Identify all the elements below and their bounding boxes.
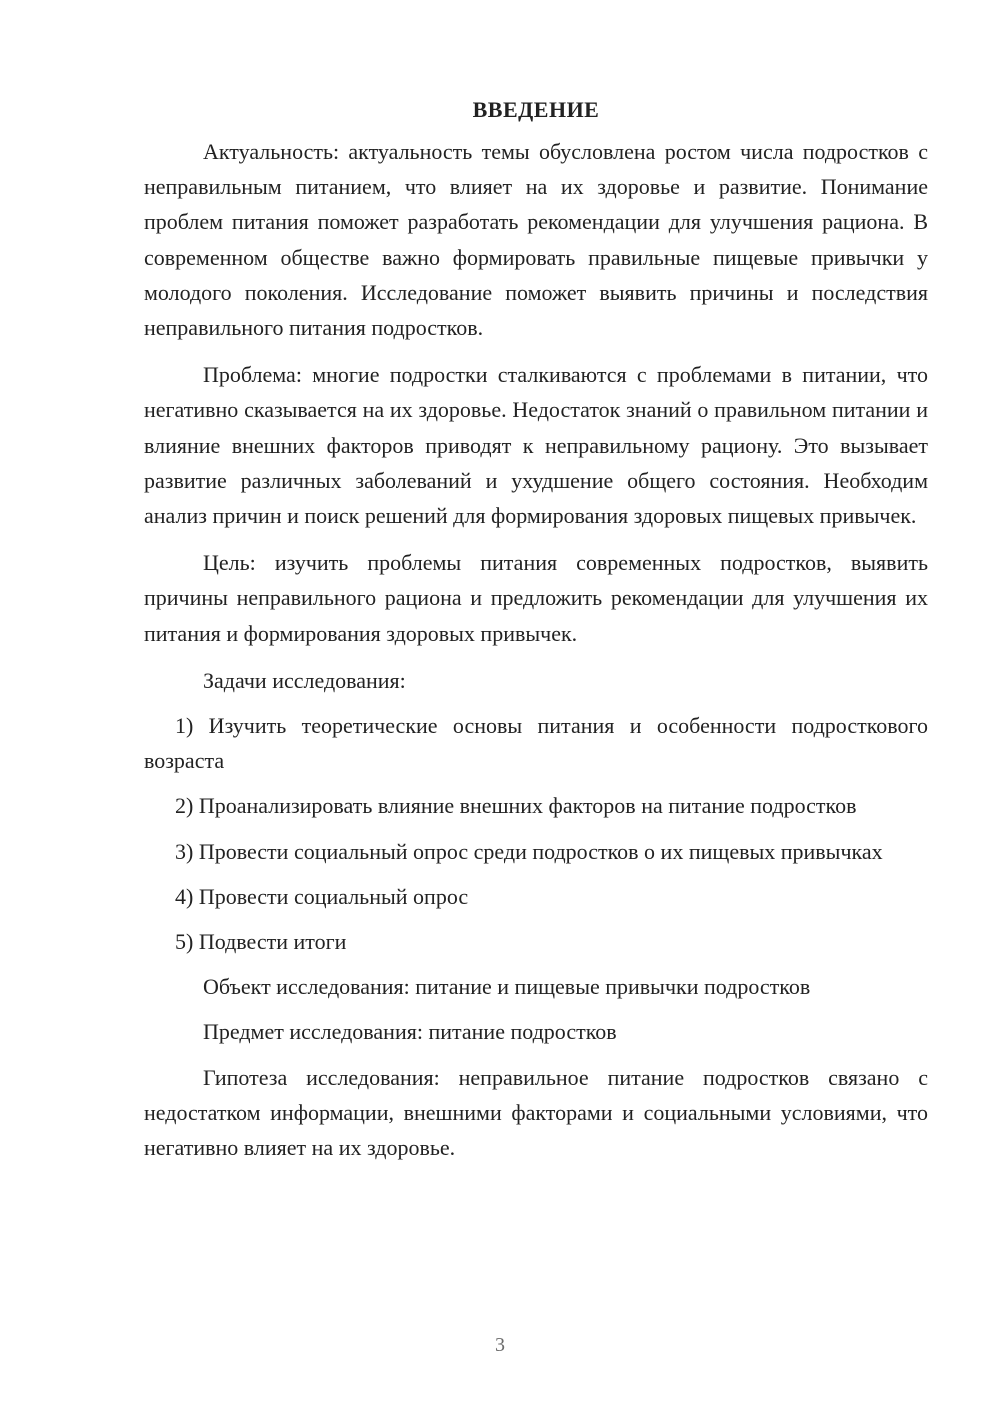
page-number: 3 xyxy=(495,1334,505,1356)
paragraph-relevance: Актуальность: актуальность темы обусловлена ростом числа подростков с неправильным питанием, что влияет на их здоровье и развитие. Понимание проблем питания поможет разработать рекомендации для улучшения рациона. В современном обществе важно формировать правильные пищевые привычки у молодого поколения. Исследование поможет выявить причины и последствия неправильного питания подростков. xyxy=(144,139,928,341)
paragraph-goal: Цель: изучить проблемы питания современных подростков, выявить причины неправильного рациона и предложить рекомендации для улучшения их питания и формирования здоровых привычек. xyxy=(144,550,928,646)
tasks-heading: Задачи исследования: xyxy=(203,667,406,693)
research-object: Объект исследования: питание и пищевые привычки подростков xyxy=(203,974,811,1000)
section-title: ВВЕДЕНИЕ xyxy=(472,97,600,122)
paragraph-problem: Проблема: многие подростки сталкиваются с проблемами в питании, что негативно сказывается на их здоровье. Недостаток знаний о правильном питании и влияние внешних факторов приводят к неправильному рациону. Это вызывает развитие различных заболеваний и ухудшение общего состояния. Необходим анализ причин и поиск решений для формирования здоровых пищевых привычек. xyxy=(144,362,928,529)
document-page xyxy=(144,94,928,1177)
task-item-3: 3) Провести социальный опрос среди подростков о их пищевых привычках xyxy=(175,838,883,864)
task-item-2: 2) Проанализировать влияние внешних факторов на питание подростков xyxy=(175,793,857,819)
research-subject: Предмет исследования: питание подростков xyxy=(203,1019,617,1045)
task-item-1: 1) Изучить теоретические основы питания и особенности подросткового возраста xyxy=(144,713,928,774)
task-item-5: 5) Подвести итоги xyxy=(175,929,347,955)
task-item-4: 4) Провести социальный опрос xyxy=(175,883,469,909)
tasks-list xyxy=(144,708,928,959)
research-hypothesis: Гипотеза исследования: неправильное питание подростков связано с недостатком информации, внешними факторами и социальными условиями, что негативно влияет на их здоровье. xyxy=(144,1064,928,1161)
